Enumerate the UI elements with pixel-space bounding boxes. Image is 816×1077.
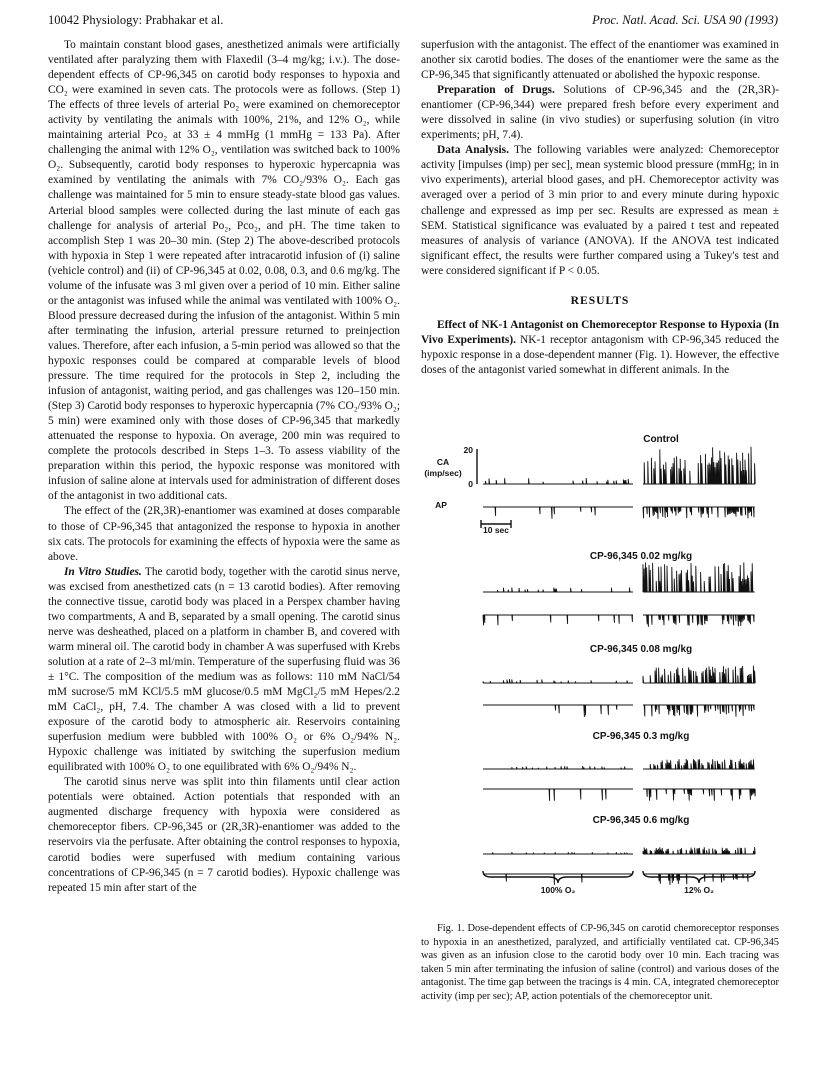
ap-trace-baseline-0 (483, 507, 633, 519)
ap-trace-baseline-1 (483, 615, 633, 625)
analysis-text: The following variables were analyzed: Chemoreceptor activity [impulses (imp) per sec], mean systemic blood pressure (mmHg; in in vivo experiments), arterial blood gases, and pH. Chemoreceptor activity was averaged over a period of 3 min prior to and every minute during hypoxic challenge and expressed as imp per sec. Results are expressed as mean ± SEM. Statistical significance was evaluated by a paired t test and repeated measures of analysis of variance (ANOVA). If the ANOVA test indicated significant effect, the results were further compared using a Tukey's test and were considered significant if P < 0.05. (421, 144, 779, 277)
ap-trace-baseline-3 (483, 789, 633, 801)
caption-text: Dose-dependent effects of CP-96,345 on carotid chemoreceptor responses to hypoxia in an anesthetized, paralyzed, and artificially ventilated cat. CP-96,345 was given as an infusion close to the carotid body over 10 min. Each tracing was taken 5 min after terminating the infusion of saline (control) and various doses of the antagonist. The time gap between the tracings is 4 min. CA, integrated chemoreceptor activity (imp per sec); AP, action potentials of the chemoreceptor unit. (421, 923, 779, 1002)
ap-trace-baseline-4 (483, 874, 633, 885)
condition-left-label: 100% O₂ (540, 885, 576, 895)
paragraph-results (421, 318, 779, 378)
results-subheading: Effect of NK-1 Antagonist on Chemoreceptor Response to Hypoxia (In Vivo Experiments). (421, 318, 779, 346)
in-vitro-text: The carotid body, together with the carotid sinus nerve, was excised from anesthetized cats (n = 13 carotid bodies). After removing the connective tissue, carotid body was placed in a Perspex chamber having two compartments, A and B, separated by a small opening. The carotid sinus nerve was desheathed, placed on a platform in chamber B, and covered with warm mineral oil. The carotid body in chamber A was superfused with Krebs solution at a rate of 2–3 ml/min. Temperature of the superfusing fluid was 36 ± 1°C. The composition of the medium was as follows: 110 mM NaCl/54 mM sucrose/5 mM KCl/5.5 mM glucose/0.5 mM MgCl₂/5 mM Hepes/2.2 mM CaCl₂, pH, 7.4. The chamber A was closed with a lid to prevent exposure of the carotid body to atmospheric air. Reservoirs containing superfusion medium were bubbled with 100% O₂ or 6% O₂/94% N₂. Hypoxic challenge was initiated by switching the superfusion medium equilibrated with 100% O₂ to one equilibrated with 6% O₂/94% N₂. (48, 565, 401, 774)
ca-label: CA (436, 457, 450, 467)
header-left: 10042 Physiology: Prabhakar et al. (48, 13, 224, 27)
paragraph-enantiomer: The effect of the (2R,3R)-enantiomer was examined at doses comparable to those of CP-96,345 that antagonized the response to hypoxia in another six cats. The protocols for examining the effects of hypoxia were the same as above. (48, 505, 400, 563)
ca-trace-hypoxia-0 (643, 447, 755, 484)
bracket-100-o2 (483, 871, 633, 883)
paragraph-in-vitro (48, 565, 400, 776)
paragraph-nerve: The carotid sinus nerve was split into thin filaments until clear action potentials were obtained. Action potentials that responded with an augmented discharge frequency with hypoxia were considered as chemoreceptor fibers. CP-96,345 or (2R,3R)-enantiomer was added to the reservoirs via the perfusate. After obtaining the control responses to hypoxia, carotid bodies were superfused with medium containing various concentrations of CP-96,345 (n = 7 carotid bodies). Hypoxic challenge was repeated 15 min after start of the (48, 776, 400, 894)
panel-title-dose3: CP-96,345 0.3 mg/kg (592, 731, 690, 742)
ca-trace-hypoxia-4 (643, 847, 755, 854)
drugs-heading: Preparation of Drugs. (437, 84, 555, 97)
ap-trace-baseline-2 (483, 705, 633, 717)
analysis-heading: Data Analysis. (437, 144, 509, 157)
left-column (48, 38, 400, 896)
right-column (421, 38, 779, 378)
running-header (48, 13, 778, 31)
paragraph-continued: superfusion with the antagonist. The effect of the enantiomer was examined in another six carotid bodies. The doses of the enantiomer were the same as the CP-96,345 that significantly attenuated or abolished the hypoxic response. (421, 39, 779, 82)
paragraph-analysis (421, 143, 779, 278)
paragraph-protocol: To maintain constant blood gases, anesthetized animals were artificially ventilated after paralyzing them with Flaxedil (3–4 mg/kg; i.v.). The dose-dependent effects of CP-96,345 on carotid body responses to hypoxia and CO₂ were examined in seven cats. The protocols were as follows. (Step 1) The effects of three levels of arterial Po₂ were examined on chemoreceptor activity by ventilating the animals with 100%, 21%, and 12% O₂, while maintaining arterial Pco₂ at 33 ± 4 mmHg (1 mmHg = 133 Pa). After challenging the animal with 12% O₂, ventilation was switched back to 100% O₂. Subsequently, carotid body responses to hyperoxic hypercapnia was examined by ventilating the animals with 7% CO₂/93% O₂. Each gas challenge was maintained for 5 min to ensure steady-state blood gas values. Arterial blood samples were collected during the last minute of each gas challenge for analysis of arterial Po₂, Pco₂, and pH. The time taken to accomplish Step 1 was 20–30 min. (Step 2) The above-described protocols with hypoxia in Step 1 were repeated after intracarotid infusion of (i) saline (vehicle control) and (ii) of CP-96,345 at 0.02, 0.08, 0.3, and 0.6 mg/kg. The volume of the infusate was 3 ml given over a period of 10 min. Either saline or the antagonist was infused while the animal was ventilated with 100% O₂. Blood pressure decreased during the infusion of the antagonist. Within 5 min after terminating the infusion, arterial pressure returned to preinjection values. Therefore, after each infusion, a 5-min period was allowed so that the hypoxic responses could be compared at comparable levels of blood pressure. The time required for the protocols in Step 2, including the infusion of antagonist, waiting period, and gas challenges was 120–150 min. (Step 3) Carotid body responses to hyperoxic hypercapnia (7% CO₂/93% O₂; 5 min) were examined only with those doses of CP-96,345 that markedly attenuated the response to hypoxia. On average, 200 min was required to complete the protocols described in Steps 1–3. To assess viability of the preparation within this period, the hypoxic response was monitored with infusion of saline alone at intervals used for administration of different doses of the antagonist in two additional cats. (48, 39, 400, 503)
scale-bar-label: 10 sec (483, 525, 509, 535)
ca-trace-baseline-2 (483, 679, 633, 683)
ca-trace-baseline-1 (483, 588, 633, 593)
results-text: NK-1 receptor antagonism with CP-96,345 reduced the hypoxic response in a dose-dependent manner (Fig. 1). However, the effective doses of the antagonist varied somewhat in different animals. In the (421, 333, 780, 376)
ca-trace-baseline-0 (483, 478, 633, 484)
ca-trace-hypoxia-1 (643, 562, 755, 592)
ca-trace-baseline-3 (483, 766, 633, 769)
panel-title-dose4: CP-96,345 0.6 mg/kg (592, 815, 690, 826)
caption-label: Fig. 1. (437, 923, 465, 934)
panel-title-control: Control (643, 434, 679, 445)
paragraph-drugs (421, 83, 779, 143)
panel-title-dose2: CP-96,345 0.08 mg/kg (589, 644, 693, 655)
panel-title-dose1: CP-96,345 0.02 mg/kg (589, 551, 693, 562)
drugs-text: Solutions of CP-96,345 and the (2R,3R)-enantiomer (CP-96,344) were prepared fresh before every experiment and were dissolved in saline (in vivo studies) or superfusing solution (in vitro experiments; pH, 7.4). (421, 84, 779, 142)
header-right: Proc. Natl. Acad. Sci. USA 90 (1993) (592, 13, 778, 27)
ca-units: (imp/sec) (424, 468, 462, 478)
figure-traces (421, 429, 779, 899)
figure-caption (421, 922, 779, 1004)
ca-tick-20: 20 (463, 445, 473, 455)
ca-tick-0: 0 (468, 479, 473, 489)
ap-trace-hypoxia-3 (643, 789, 755, 801)
ca-trace-hypoxia-2 (643, 666, 755, 683)
ap-trace-hypoxia-1 (643, 615, 755, 627)
condition-right-label: 12% O₂ (684, 885, 714, 895)
ap-trace-hypoxia-2 (643, 705, 755, 717)
results-heading: RESULTS (570, 293, 630, 307)
ap-trace-hypoxia-0 (643, 507, 755, 519)
ap-label: AP (435, 500, 447, 510)
in-vitro-heading: In Vitro Studies. (64, 565, 142, 578)
figure-1 (421, 429, 779, 899)
ca-trace-hypoxia-3 (643, 759, 755, 769)
ca-trace-baseline-4 (483, 852, 633, 854)
